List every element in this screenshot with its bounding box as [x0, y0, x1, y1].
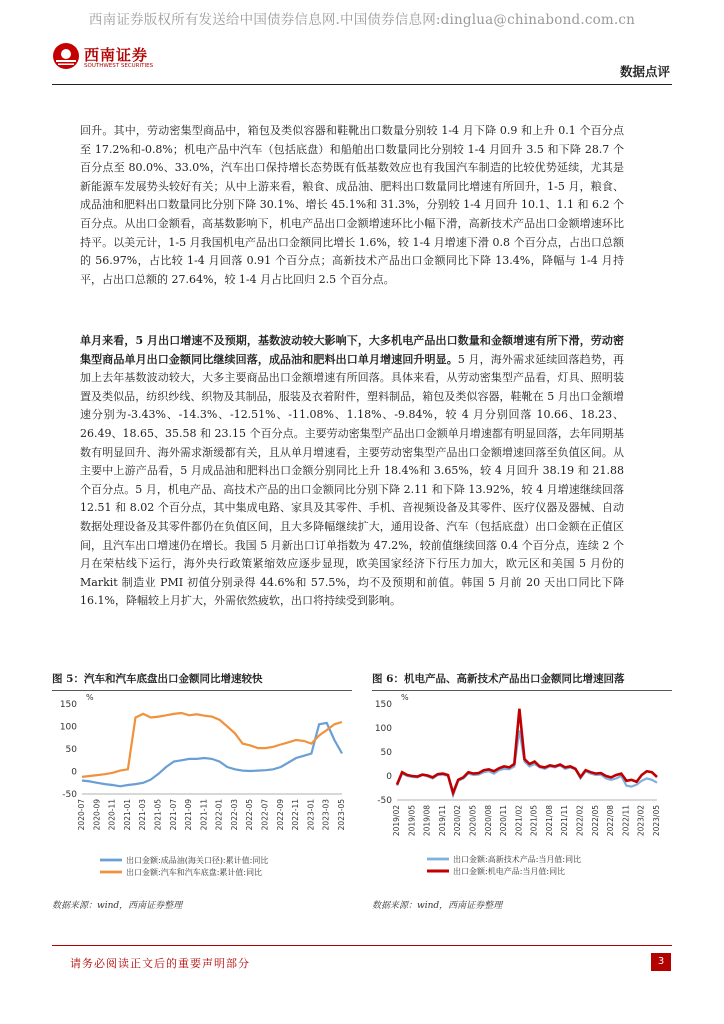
legend-label-1: 出口金额:高新技术产品:当月值:同比: [453, 855, 582, 864]
y-tick-label: 0: [71, 767, 77, 778]
x-tick-label: 2021/02: [514, 805, 524, 837]
y-tick-label: 150: [374, 700, 392, 710]
series-line-2: [397, 709, 657, 793]
paragraph-1: 回升。其中，劳动密集型商品中，箱包及类似容器和鞋靴出口数量分别较 1-4 月下降 0.9 和上升 0.1 个百分点至 17.2%和-0.8%；机电产品中汽车（包括底盘）和船舶出口数量同比分别较 1-4 月回升 3.5 和下降 28.7 个百分点至 80.0%、33.0%，汽车出口保持增长态势既有低基数效应也有我国汽车制造的比较优势延续，尤其是新能源车发展势头较好有关；从中上游来看，粮食、成品油、肥料出口数量同比增速有所回升，1-5 月，粮食、成品油和肥料出口数量同比分别下降 30.1%、增长 45.1%和 31.3%，分别较 1-4 月回升 10.1、1.1 和 6.2 个百分点。从出口金额看，高基数影响下，机电产品出口金额增速环比小幅下滑，高新技术产品出口金额增速环比持平。以美元计，1-5 月我国机电产品出口金额同比增长 1.6%，较 1-4 月增速下滑 0.8 个百分点，占出口总额的 56.97%，占比较 1-4 月回落 0.91 个百分点；高新技术产品出口金额同比下降 13.4%，降幅与 1-4 月持平，占出口总额的 27.64%，较 1-4 月占比回归 2.5 个百分点。: [80, 124, 624, 286]
header-divider: [52, 84, 672, 85]
figure-5-divider: [52, 690, 352, 691]
x-tick-label: 2020-07: [77, 799, 86, 831]
paragraph-2-body: 5 月，海外需求延续回落趋势，再加上去年基数波动较大，大多主要商品出口金额增速有所回落。具体来看，从劳动密集型产品看，灯具、照明装置及类似品，纺织纱线、织物及其制品，服装及衣着附件，塑料制品，箱包及类似容器，鞋靴在 5 月出口金额增速分别为-3.43%、-14.3%、-12.51%、-11.08%、1.18%、-9.84%，较 4 月分别回落 10.66、18.23、26.49、18.65、35.58 和 23.15 个百分点。主要劳动密集型产品出口金额单月增速都有明显回落，去年同期基数有明显回升、海外需求渐缓都有关，且从单月增速看，主要劳动密集型产品出口金额增速回落至负值区间。从主要中上游产品看，5 月成品油和肥料出口金额分别同比上升 18.4%和 3.65%，较 4 月回升 38.19 和 21.88 个百分点。5 月，机电产品、高技术产品的出口金额同比分别下降 2.11 和下降 13.92%，较 4 月增速继续回落 12.51 和 8.02 个百分点，其中集成电路、家具及其零件、手机、音视频设备及其零件、医疗仪器及器械、自动数据处理设备及其零件都仍在负值区间，且大多降幅继续扩大，通用设备、汽车（包括底盘）出口金额在正值区间，且汽车出口增速仍在增长。我国 5 月新出口订单指数为 47.2%，较前值继续回落 0.4 个百分点，连续 2 个月在荣枯线下运行，海外央行政策紧缩效应逐步显现，欧美国家经济下行压力加大，欧元区和美国 5 月份的 Markit 制造业 PMI 初值分别录得 44.6%和 57.5%，均不及预期和前值。韩国 5 月前 20 天出口同比下降 16.1%，降幅较上月扩大，外需依然疲软，出口将持续受到影响。: [80, 352, 625, 608]
x-tick-label: 2021-11: [199, 799, 209, 831]
y-tick-label: 50: [65, 745, 77, 755]
x-tick-label: 2022/02: [575, 805, 585, 837]
y-tick-label: 100: [59, 722, 77, 733]
figure-6-divider: [372, 690, 672, 691]
page-number: 3: [651, 953, 671, 971]
x-tick-label: 2020/02: [453, 805, 463, 837]
x-tick-label: 2020-11: [107, 799, 117, 831]
figure-6-source: 数据来源：wind，西南证券整理: [372, 901, 503, 911]
x-tick-label: 2021/08: [544, 805, 554, 837]
company-logo: [52, 40, 162, 76]
y-tick-label: 100: [374, 724, 392, 734]
x-tick-label: 2020/08: [483, 805, 493, 837]
x-tick-label: 2023/05: [652, 805, 661, 837]
footer-divider: [52, 945, 672, 946]
x-tick-label: 2021-03: [138, 799, 148, 831]
x-tick-label: 2023-05: [337, 799, 346, 831]
y-tick-label: -50: [377, 796, 392, 806]
logo-text-cn: 西南证券: [84, 46, 149, 64]
y-tick-label: 0: [386, 772, 392, 782]
sun-logo-icon: [52, 42, 80, 70]
x-tick-label: 2019/05: [407, 805, 417, 837]
paragraph-2-lead: 单月来看，5 月出口增速不及预期，基数波动较大影响下，大多机电产品出口数量和金额增速有所下滑，劳动密集型商品单月出口金额同比继续回落，成品油和肥料出口单月增速回升明显。: [80, 334, 624, 366]
header-label: 数据点评: [619, 64, 670, 79]
y-tick-label: -50: [62, 790, 77, 800]
figure-6-title: 图 6：机电产品、高新技术产品出口金额同比增速回落: [372, 673, 625, 685]
x-tick-label: 2019/08: [422, 805, 432, 837]
x-tick-label: 2021-01: [122, 799, 132, 831]
logo-text-en: SOUTHWEST SECURITIES: [84, 63, 154, 69]
legend-label-2: 出口金额:机电产品:当月值:同比: [453, 867, 566, 876]
x-tick-label: 2020-09: [92, 799, 102, 831]
x-tick-label: 2021/05: [529, 805, 539, 837]
figure-5-source: 数据来源：wind，西南证券整理: [52, 901, 183, 911]
figure-5-title: 图 5：汽车和汽车底盘出口金额同比增速较快: [52, 673, 263, 685]
y-tick-label: 50: [380, 748, 392, 758]
x-tick-label: 2022-03: [229, 799, 239, 831]
x-tick-label: 2022/08: [606, 805, 616, 837]
x-tick-label: 2022-09: [275, 799, 285, 831]
legend-label-1: 出口金额:成品油(海关口径):累计值:同比: [126, 856, 269, 865]
x-tick-label: 2022-01: [214, 799, 224, 831]
x-tick-label: 2020/11: [499, 805, 509, 837]
x-tick-label: 2022-11: [291, 799, 301, 831]
x-tick-label: 2023-03: [321, 799, 331, 831]
figure-5-chart: [52, 692, 352, 892]
x-tick-label: 2022-07: [260, 799, 270, 831]
x-tick-label: 2022-05: [245, 799, 255, 831]
x-tick-label: 2023-01: [306, 799, 316, 831]
paragraph-2: [80, 332, 624, 611]
x-tick-label: 2019/11: [437, 805, 447, 837]
y-axis-unit: %: [401, 693, 409, 702]
x-tick-label: 2021-05: [153, 799, 163, 831]
footer-disclaimer: 请务必阅读正文后的重要声明部分: [70, 957, 250, 970]
x-tick-label: 2021-07: [168, 799, 178, 831]
y-axis-unit: %: [86, 693, 94, 702]
series-line-2: [82, 713, 342, 777]
x-tick-label: 2020/05: [468, 805, 478, 837]
series-line-1: [82, 723, 342, 786]
x-tick-label: 2023/02: [636, 805, 646, 837]
x-tick-label: 2019/02: [392, 805, 401, 837]
legend-label-2: 出口金额:汽车和汽车底盘:累计值:同比: [126, 868, 263, 877]
x-tick-label: 2022/05: [590, 805, 600, 837]
y-tick-label: 150: [59, 700, 77, 710]
figure-6-chart: [372, 692, 672, 892]
x-tick-label: 2022/11: [621, 805, 631, 837]
x-tick-label: 2021-09: [184, 799, 194, 831]
watermark: 西南证券版权所有发送给中国债券信息网.中国债券信息网:dinglua@chinabond.com.cn: [88, 12, 636, 28]
x-tick-label: 2021/11: [560, 805, 570, 837]
